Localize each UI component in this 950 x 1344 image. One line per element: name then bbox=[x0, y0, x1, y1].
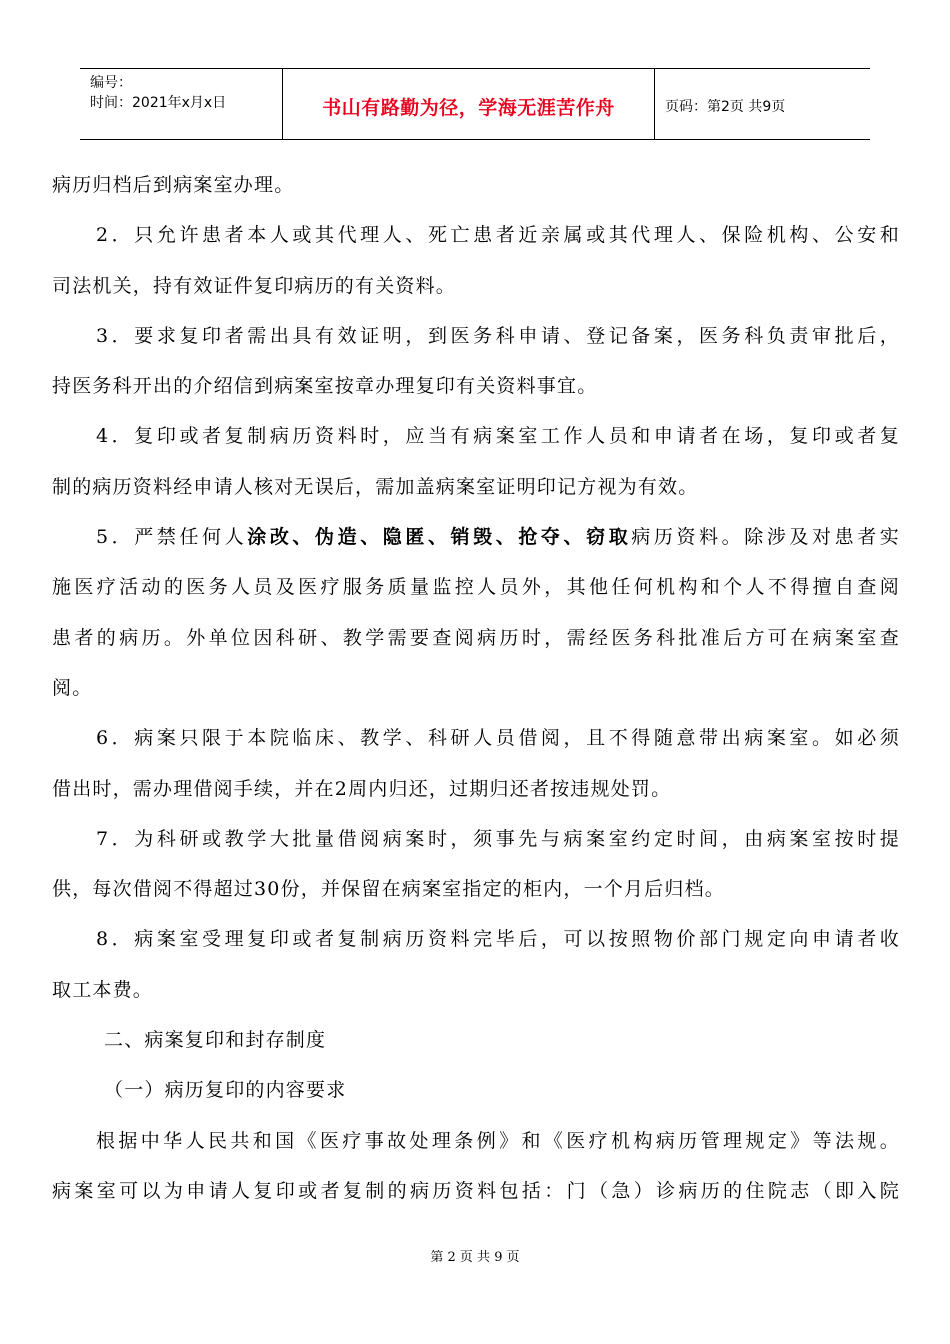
body-line: 借出时，需办理借阅手续，并在2周内归还，过期归还者按违规处罚。 bbox=[52, 777, 672, 800]
body-line: 供，每次借阅不得超过30份，并保留在病案室指定的柜内，一个月后归档。 bbox=[52, 878, 725, 901]
body-line: 施医疗活动的医务人员及医疗服务质量监控人员外，其他任何机构和个人不得擅自查阅 bbox=[52, 576, 900, 599]
body-line: 取工本费。 bbox=[52, 978, 154, 1001]
body-line: 持医务科开出的介绍信到病案室按章办理复印有关资料事宜。 bbox=[52, 375, 598, 398]
body-line: 司法机关，持有效证件复印病历的有关资料。 bbox=[52, 274, 457, 297]
body-line: 7．为科研或教学大批量借阅病案时，须事先与病案室约定时间，由病案室按时提 bbox=[96, 827, 900, 850]
body-line: 病历归档后到病案室办理。 bbox=[52, 174, 295, 196]
body-line: 8．病案室受理复印或者复制病历资料完毕后，可以按照物价部门规定向申请者收 bbox=[96, 928, 900, 951]
header-motto: 书山有路勤为径，学海无涯苦作舟 bbox=[322, 96, 615, 119]
body-line: 根据中华人民共和国《医疗事故处理条例》和《医疗机构病历管理规定》等法规。 bbox=[96, 1129, 900, 1152]
body-text: 病历资料。除涉及对患者实 bbox=[631, 526, 900, 549]
body-line: 4．复印或者复制病历资料时，应当有病案室工作人员和申请者在场，复印或者复 bbox=[96, 425, 900, 448]
body-text: 5．严禁任何人 bbox=[96, 526, 248, 549]
body-line: 患者的病历。外单位因科研、教学需要查阅病历时，需经医务科批准后方可在病案室查 bbox=[52, 626, 900, 649]
page-footer: 第 2 页 共 9 页 bbox=[430, 1250, 520, 1265]
header-meta bbox=[80, 69, 282, 139]
section-heading: 二、病案复印和封存制度 bbox=[104, 1029, 327, 1052]
body-line: 制的病历资料经申请人核对无误后，需加盖病案室证明印记方视为有效。 bbox=[52, 475, 699, 498]
document-time-label: 时间：2021年x月x日 bbox=[90, 95, 227, 111]
body-line: 6．病案只限于本院临床、教学、科研人员借阅，且不得随意带出病案室。如必须 bbox=[96, 727, 900, 750]
body-line: 阅。 bbox=[52, 676, 93, 699]
document-number-label: 编号： bbox=[90, 75, 132, 91]
header-motto-cell bbox=[282, 69, 655, 139]
subsection-heading: （一）病历复印的内容要求 bbox=[104, 1079, 347, 1102]
body-line: 2．只允许患者本人或其代理人、死亡患者近亲属或其代理人、保险机构、公安和 bbox=[96, 224, 900, 247]
page-header bbox=[80, 68, 870, 140]
header-page-info: 页码：第2页 共9页 bbox=[665, 99, 786, 115]
body-line-with-emphasis bbox=[52, 512, 900, 562]
body-line: 病案室可以为申请人复印或者复制的病历资料包括：门（急）诊病历的住院志（即入院 bbox=[52, 1179, 900, 1202]
body-line: 3．要求复印者需出具有效证明，到医务科申请、登记备案，医务科负责审批后， bbox=[96, 324, 900, 347]
document-body bbox=[52, 160, 900, 1216]
emphasis-text: 涂改、伪造、隐匿、销毁、抢夺、窃取 bbox=[247, 526, 632, 549]
